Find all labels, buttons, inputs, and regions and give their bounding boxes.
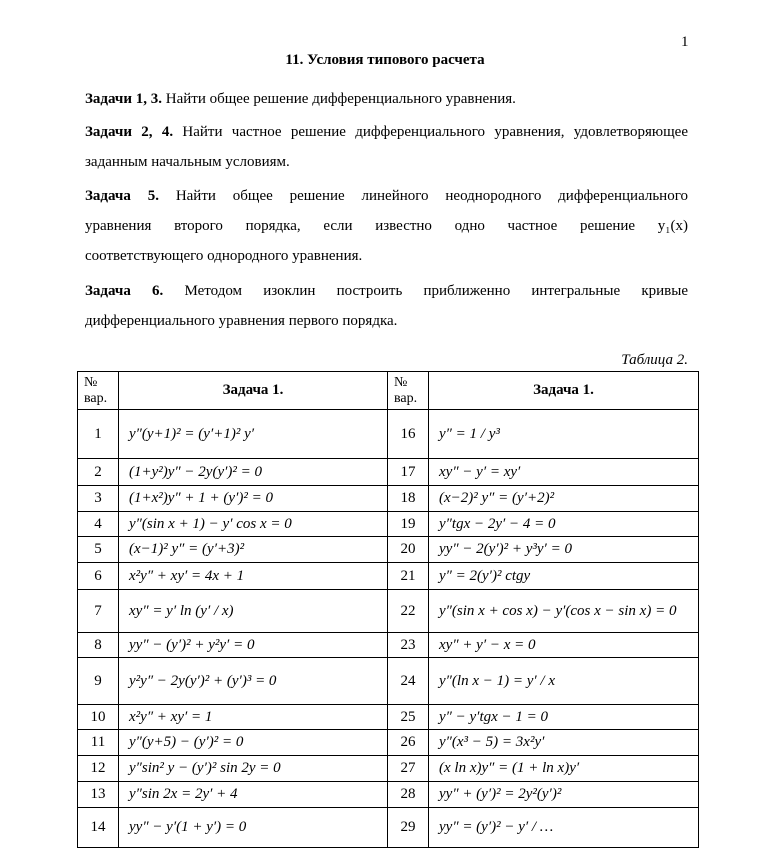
equation: xy″ = y′ ln (y′ / x) xyxy=(119,590,388,633)
equation: xy″ + y′ − x = 0 xyxy=(429,633,699,658)
equation: (1+y²)y″ − 2y(y′)² = 0 xyxy=(119,459,388,486)
variant-number: 13 xyxy=(78,782,119,808)
page-number: 1 xyxy=(681,34,689,50)
section-title: 11. Условия типового расчета xyxy=(285,52,485,68)
variant-number: 3 xyxy=(78,486,119,512)
paragraph-text: уравнения второго порядка, если известно одно частное решение y₁(x) xyxy=(85,218,688,234)
paragraph-label: Задача 6. xyxy=(85,283,164,299)
equation: (x ln x)y″ = (1 + ln x)y′ xyxy=(429,756,699,782)
paragraph-text: соответствующего однородного уравнения. xyxy=(85,248,363,264)
equation: y″ − y′tgx − 1 = 0 xyxy=(429,705,699,730)
table-row xyxy=(78,808,699,848)
header-variant-number: № вар. xyxy=(78,372,119,410)
equation: y″sin 2x = 2y′ + 4 xyxy=(119,782,388,808)
table-row xyxy=(78,756,699,782)
variant-number: 2 xyxy=(78,459,119,486)
table-row xyxy=(78,782,699,808)
variants-table xyxy=(77,371,699,848)
equation: (x−2)² y″ = (y′+2)² xyxy=(429,486,699,512)
equation: yy″ = (y′)² − y′ / … xyxy=(429,808,699,848)
table-row xyxy=(78,486,699,512)
variant-number: 11 xyxy=(78,730,119,756)
table-row xyxy=(78,512,699,537)
variant-number: 14 xyxy=(78,808,119,848)
equation: y″ = 1 / y³ xyxy=(429,410,699,459)
equation: y″(sin x + cos x) − y′(cos x − sin x) = 0 xyxy=(429,590,699,633)
header-variant-number: № вар. xyxy=(388,372,429,410)
table-row xyxy=(78,730,699,756)
equation: yy″ + (y′)² = 2y²(y′)² xyxy=(429,782,699,808)
paragraph-text: Найти общее решение линейного неоднородного дифференциального xyxy=(158,188,688,204)
equation: y″sin² y − (y′)² sin 2y = 0 xyxy=(119,756,388,782)
paragraph-task-5 xyxy=(85,181,688,271)
variant-number: 25 xyxy=(388,705,429,730)
variant-number: 18 xyxy=(388,486,429,512)
equation: (x−1)² y″ = (y′+3)² xyxy=(119,537,388,563)
table-header-row xyxy=(78,372,699,410)
variant-number: 26 xyxy=(388,730,429,756)
variant-number: 6 xyxy=(78,563,119,590)
equation: (1+x²)y″ + 1 + (y′)² = 0 xyxy=(119,486,388,512)
variant-number: 19 xyxy=(388,512,429,537)
paragraph-label: Задачи 2, 4. xyxy=(85,124,174,140)
equation: xy″ − y′ = xy′ xyxy=(429,459,699,486)
table-row xyxy=(78,459,699,486)
equation: y″ = 2(y′)² ctgy xyxy=(429,563,699,590)
variant-number: 5 xyxy=(78,537,119,563)
table-row xyxy=(78,410,699,459)
equation: x²y″ + xy′ = 4x + 1 xyxy=(119,563,388,590)
table-row xyxy=(78,537,699,563)
paragraph-task-6 xyxy=(85,276,688,336)
equation: y²y″ − 2y(y′)² + (y′)³ = 0 xyxy=(119,658,388,705)
equation: y″(x³ − 5) = 3x²y′ xyxy=(429,730,699,756)
variant-number: 20 xyxy=(388,537,429,563)
variant-number: 1 xyxy=(78,410,119,459)
variant-number: 29 xyxy=(388,808,429,848)
variant-number: 16 xyxy=(388,410,429,459)
paragraph-text: Найти общее решение дифференциального уравнения. xyxy=(162,91,516,107)
variant-number: 17 xyxy=(388,459,429,486)
paragraph-tasks-1-3 xyxy=(85,84,688,114)
variant-number: 23 xyxy=(388,633,429,658)
table-row xyxy=(78,563,699,590)
paragraph-tasks-2-4 xyxy=(85,117,688,177)
equation: y″(y+5) − (y′)² = 0 xyxy=(119,730,388,756)
header-task: Задача 1. xyxy=(119,372,388,410)
variant-number: 27 xyxy=(388,756,429,782)
equation: x²y″ + xy′ = 1 xyxy=(119,705,388,730)
equation: y″(ln x − 1) = y′ / x xyxy=(429,658,699,705)
variant-number: 24 xyxy=(388,658,429,705)
equation: yy″ − (y′)² + y²y′ = 0 xyxy=(119,633,388,658)
equation: y″(sin x + 1) − y′ cos x = 0 xyxy=(119,512,388,537)
variant-number: 22 xyxy=(388,590,429,633)
variant-number: 7 xyxy=(78,590,119,633)
equation: yy″ − y′(1 + y′) = 0 xyxy=(119,808,388,848)
paragraph-label: Задачи 1, 3. xyxy=(85,91,163,107)
variant-number: 12 xyxy=(78,756,119,782)
equation: yy″ − 2(y′)² + y³y′ = 0 xyxy=(429,537,699,563)
table-row xyxy=(78,705,699,730)
paragraph-text: дифференциального уравнения первого порядка. xyxy=(85,313,398,329)
table-row xyxy=(78,633,699,658)
variant-number: 4 xyxy=(78,512,119,537)
equation: y″tgx − 2y′ − 4 = 0 xyxy=(429,512,699,537)
table-row xyxy=(78,658,699,705)
variant-number: 8 xyxy=(78,633,119,658)
paragraph-label: Задача 5. xyxy=(85,188,159,204)
variant-number: 21 xyxy=(388,563,429,590)
paragraph-text: Методом изоклин построить приближенно интегральные кривые xyxy=(163,283,688,299)
paragraph-text: Найти частное решение дифференциального уравнения, удовлетворяющее xyxy=(173,124,688,140)
variant-number: 9 xyxy=(78,658,119,705)
variant-number: 10 xyxy=(78,705,119,730)
header-task: Задача 1. xyxy=(429,372,699,410)
table-row xyxy=(78,590,699,633)
paragraph-text: заданным начальным условиям. xyxy=(85,154,290,170)
table-caption: Таблица 2. xyxy=(621,352,688,368)
variant-number: 28 xyxy=(388,782,429,808)
equation: y″(y+1)² = (y′+1)² y′ xyxy=(119,410,388,459)
